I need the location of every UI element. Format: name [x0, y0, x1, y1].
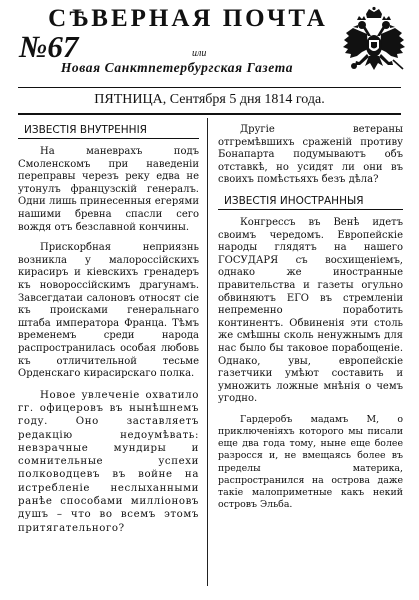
issue-date-line: ПЯТНИЦА, Сентября 5 дня 1814 года.	[94, 92, 325, 107]
foreign-news-heading: ИЗВЕСТІЯ ИНОСТРАННЫЯ	[218, 195, 403, 210]
article-paragraph: На маневрахъ подъ Смоленскомъ при наведеніи переправы черезъ реку едва не утонулъ французскій генералъ. Одни лишь принесенныя егерями нашими бревна спасли сего вождя отъ безславной кончины.	[18, 146, 199, 233]
right-column	[218, 124, 403, 520]
masthead-rule-bottom	[18, 113, 401, 115]
column-divider	[207, 118, 208, 586]
masthead	[0, 0, 419, 118]
article-paragraph: Другіе ветераны отгремѣвшихъ сраженій противу Бонапарта подумываютъ объ отставкѣ, но усидят ли они въ своихъ помѣстьяхъ безъ дѣла?	[218, 124, 403, 186]
double-headed-eagle-icon	[337, 6, 411, 80]
article-paragraph: Прискорбная неприязнь возникла у малороссійскихъ кирасиръ и кіевскихъ гренадеръ къ новороссійскимъ драгунамъ. Завсегдатаи салоновъ относят сіе къ происками генеральнаго штаба императора Франца. Тѣмъ временемъ среди народа распространилась особая любовь къ отличительной тесьме Орденскаго кирасирскаго полка.	[18, 242, 199, 380]
issue-number: №67	[19, 29, 79, 64]
domestic-news-heading: ИЗВЕСТІЯ ВНУТРЕННІЯ	[18, 124, 199, 139]
masthead-rule-top	[18, 87, 401, 88]
left-column	[18, 124, 199, 543]
article-paragraph: Конгрессъ въ Венѣ идетъ своимъ чередомъ. Европейскіе народы глядятъ на нашего ГОСУДАРЯ съ восхищеніемъ, однако же иностранные правительства и газеты огульно обвиняютъ ЕГО въ стремленіи непременно поработить континентъ. Обвиненія эти столь же смѣшны сколь ненужнымъ для нас было бы таковое порабощеніе. Однако, увы, европейскіе газетчики умѣют составить и умножить ложные мнѣнія о чемъ угодно.	[218, 216, 403, 405]
article-paragraph: Гардеробъ мадамъ М, о приключеніяхъ которого мы писали еще два года тому, ныне еще более разросся и, не вмещаясь более въ пределы материка, распространился на острова даже такіе малоприметные какъ некий островъ Эльба.	[218, 413, 403, 511]
title-conjunction: или	[192, 48, 207, 59]
newspaper-subtitle: Новая Санктпетербургская Газета	[60, 60, 294, 75]
newspaper-title: СѢВЕРНАЯ ПОЧТА	[48, 5, 328, 32]
article-paragraph: Новое увлеченіе охватило гг. офицеровъ въ нынѣшнемъ году. Оно заставляетъ редакцію недоумѣвать: невзрачные мундиры и сомнительные успехи полководцевъ въ войне на истребленіе неслыханными ранѣе способами милліоновъ душъ – что во всемъ этомъ притягательного?	[18, 389, 199, 534]
